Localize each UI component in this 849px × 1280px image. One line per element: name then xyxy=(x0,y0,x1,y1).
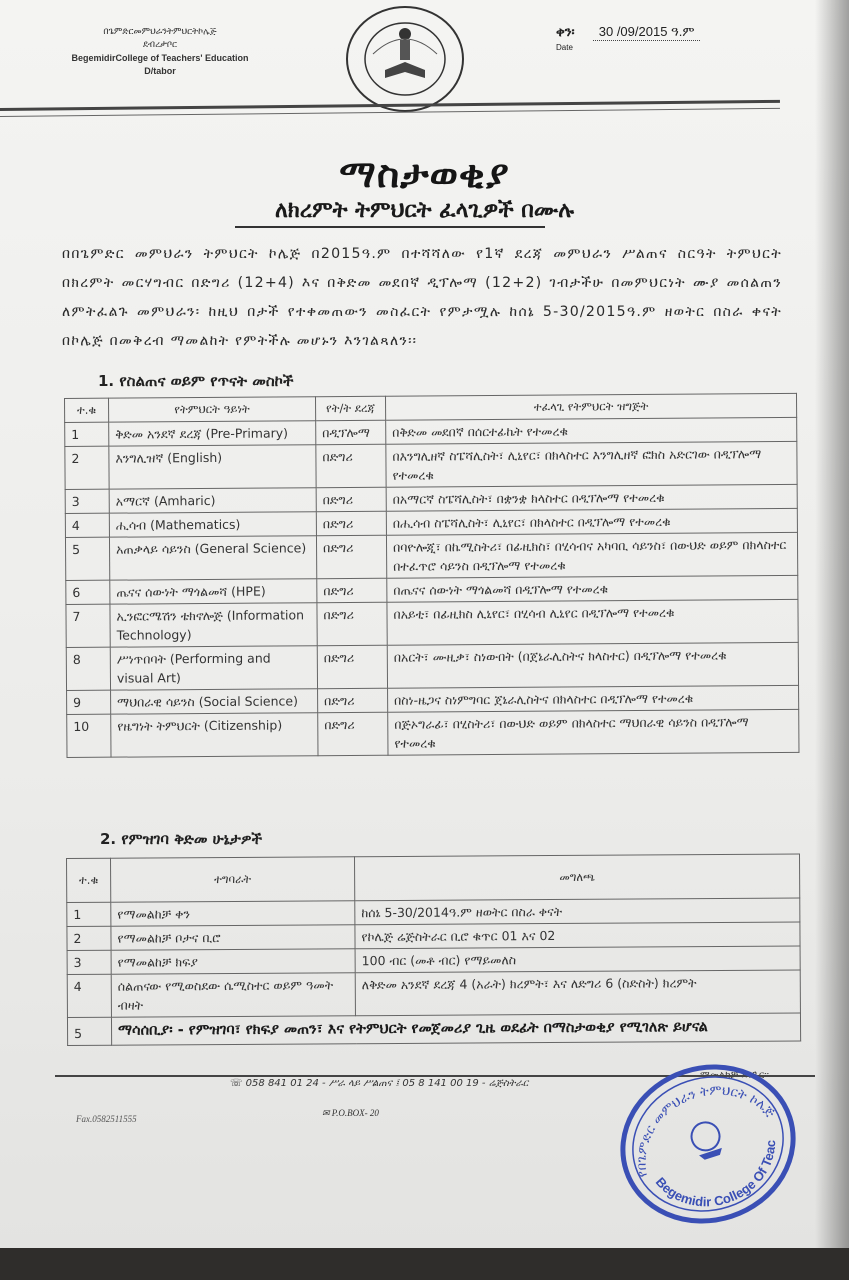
row-task: የማመልከቻ ቀን xyxy=(111,901,355,926)
row-number: 1 xyxy=(67,902,111,926)
college-city-english: D/tabor xyxy=(144,66,176,76)
footer-registrar-note: ማመልከቻ እንጉር፡፡ xyxy=(700,1070,770,1081)
row-description: 100 ብር (መቶ ብር) የማይመለስ xyxy=(355,946,800,973)
col-header-subject: የትምህርት ዓይነት xyxy=(109,397,316,422)
row-task: ሰልጠናው የሚወስደው ሴሚስተር ወይም ዓመት ብዛት xyxy=(111,973,355,1017)
table-row xyxy=(65,441,797,489)
row-requirement: በእንግሊዘኛ ስፔሻሊስት፣ ሊኒየር፣ በክላስተር እንግሊዘኛ ፎክስ አድርገው በዲፕሎማ የተመረቁ xyxy=(386,441,797,487)
row-requirement: በአርት፣ ሙዚቃ፣ ስነውበት (በጀኔራሊስትና ክላስተር) በዲፕሎማ የተመረቁ xyxy=(387,642,798,688)
row-requirement: በቅድመ መደበኛ በሰርተፊኬት የተመረቁ xyxy=(386,417,797,444)
row-subject: ጤናና ሰውነት ማጎልመሻ (HPE) xyxy=(110,579,317,604)
college-name-amharic: በጌምድርመምህራንትምህርትኮሌጅ xyxy=(103,27,217,37)
row-number: 5 xyxy=(65,537,109,580)
row-subject: የዜግነት ትምህርት (Citizenship) xyxy=(111,713,318,757)
row-requirement: በጤናና ሰውነት ማጎልመሻ በዲፕሎማ የተመረቁ xyxy=(387,575,798,602)
col-header-no: ተ.ቁ xyxy=(67,858,111,902)
section1-heading: 1. የስልጠና ወይም የጥናት መስኮች xyxy=(98,372,294,390)
date-sub-label: Date xyxy=(556,43,573,52)
stamp-text-english: Begemidir College Of Teacher xyxy=(652,1139,779,1210)
row-level: በድግሪ xyxy=(316,487,386,511)
footer-fax: Fax.0582511555 xyxy=(76,1114,137,1124)
row-number: 6 xyxy=(66,580,110,604)
table-row xyxy=(66,599,798,647)
table-row xyxy=(65,532,797,580)
page-subtitle: ለክረምት ትምህርት ፈላጊዎች በሙሉ xyxy=(275,198,574,223)
row-number: 7 xyxy=(66,604,110,647)
row-subject: ማህበራዊ ሳይንስ (Social Science) xyxy=(111,689,318,714)
note-no: 5 xyxy=(67,1017,111,1045)
col-header-no: ተ.ቁ xyxy=(65,398,109,422)
row-number: 1 xyxy=(65,422,109,446)
row-requirement: በባዮሎጂ፣ በኬሚስትሪ፣ በፊዚክስ፣ በሂሳብና አካባቢ ሳይንስ፣ በውህድ ወይም በክላስተር በተፈጥሮ ሳይንስ በዲፕሎማ የተመረቁ xyxy=(386,532,797,578)
row-subject: አጠቃላይ ሳይንስ (General Science) xyxy=(109,536,316,580)
stamp-text-amharic: የበጌምድር መምህራን ትምህርት ኮሌጅ xyxy=(634,1083,778,1179)
col-header-description: መግለጫ xyxy=(354,854,799,901)
row-requirement: በሒሳብ ስፔሻሊስት፣ ሊኒየር፣ በክላስተር በዲፕሎማ የተመረቁ xyxy=(386,508,797,535)
date-label: ቀን፡ xyxy=(556,25,575,40)
table-header-row xyxy=(67,854,800,902)
row-requirement: በአማርኛ ስፔሻሊስት፣ በቋንቋ ክላስተር በዲፕሎማ የተመረቁ xyxy=(386,484,797,511)
row-subject: እንግሊዝኛ (English) xyxy=(109,445,316,489)
fields-table xyxy=(64,393,799,758)
row-number: 4 xyxy=(65,513,109,537)
row-subject: ኢንፎርሜሽን ቴክኖሎጅ (Information Technology) xyxy=(110,603,317,647)
background-surface xyxy=(0,1248,849,1280)
intro-paragraph: በበጌምድር መምህራን ትምህርት ኮሌጅ በ2015ዓ.ም በተሻሻለው የ1ኛ ደረጃ መምህራን ሥልጠና ስርዓት ትምህርት በክረምት መርሃግብር በድግሪ (12+4) እና በቅድመ መደበኛ ዲፕሎማ (12+2) ገብታችሁ በመምህርነት ሙያ መሰልጠን ለምትፈልጉ መምህራን፡ ከዚህ በታች የተቀመጠውን መስፈርት የምታሟሉ ከሰኔ 5-30/2015ዓ.ም ዘወትር በስራ ቀናት በኮሌጅ በመቅረብ ማመልከት የምትችሉ መሆኑን እንገልጻለን፡፡ xyxy=(62,246,782,349)
row-requirement: በስነ-ዜጋና ስነምግባር ጀኔራሊስትና በክላስተር በዲፕሎማ የተመረቁ xyxy=(388,685,799,712)
table-row xyxy=(67,970,800,1017)
row-level: በድግሪ xyxy=(317,578,387,602)
subtitle-underline xyxy=(235,226,545,228)
row-number: 2 xyxy=(65,446,109,489)
row-number: 10 xyxy=(67,714,111,757)
row-task: የማመልከቻ ቦታና ቢሮ xyxy=(111,925,355,950)
row-level: በድግሪ xyxy=(316,535,386,578)
row-number: 4 xyxy=(67,974,111,1017)
row-task: የማመልከቻ ክፍያ xyxy=(111,949,355,974)
registration-table xyxy=(66,854,801,1046)
col-header-requirement: ተፈላጊ የትምህርት ዝግጅት xyxy=(385,393,796,420)
row-level: በዲፕሎማ xyxy=(316,420,386,444)
row-description: ከሰኔ 5-30/2014ዓ.ም ዘወትር በስራ ቀናት xyxy=(355,898,800,925)
row-requirement: በአይቲ፣ በፊዚክስ ሊኒየር፣ በሂሳብ ሊኒየር በዲፕሎማ የተመረቁ xyxy=(387,599,798,645)
college-city-amharic: ደብረታቦር xyxy=(143,40,177,50)
row-level: በድግሪ xyxy=(316,444,386,487)
row-subject: ቅድመ አንደኛ ደረጃ (Pre-Primary) xyxy=(109,421,316,446)
row-number: 3 xyxy=(67,950,111,974)
college-logo xyxy=(343,4,467,114)
row-level: በድግሪ xyxy=(317,602,387,645)
row-requirement: በጅኦግራፊ፣ በሂስትሪ፣ በውህድ ወይም በክላስተር ማህበራዊ ሳይንስ በዲፕሎማ የተመረቁ xyxy=(388,709,799,755)
note-text: ማሳሰቢያ፡ - የምዝገባ፣ የክፍያ መጠን፣ እና የትምህርት የመጀመሪያ ጊዜ ወደፊት በማስታወቂያ የሚገለጽ ይሆናል xyxy=(111,1013,800,1045)
date-block xyxy=(556,24,700,52)
table-row xyxy=(67,709,799,757)
row-level: በድግሪ xyxy=(318,688,388,712)
row-description: ለቅድመ አንደኛ ደረጃ 4 (አራት) ክረምት፣ እና ለድግሪ 6 (ስድስት) ክረምት xyxy=(355,970,800,1016)
col-header-level: የት/ት ደረጃ xyxy=(315,396,385,420)
row-subject: አማርኛ (Amharic) xyxy=(109,488,316,513)
row-number: 2 xyxy=(67,926,111,950)
col-header-task: ተግባራት xyxy=(111,857,355,902)
college-header xyxy=(40,26,280,78)
table-row xyxy=(66,642,798,690)
row-level: በድግሪ xyxy=(316,511,386,535)
row-number: 3 xyxy=(65,489,109,513)
footer-pobox: ✉ P.O.BOX- 20 xyxy=(322,1108,379,1118)
section2-heading: 2. የምዝገባ ቅድመ ሁኔታዎች xyxy=(100,830,263,848)
row-subject: ሥነጥበባት (Performing and visual Art) xyxy=(110,646,317,690)
row-number: 9 xyxy=(67,690,111,714)
note-row xyxy=(67,1013,800,1045)
date-value: 30 /09/2015 ዓ.ም xyxy=(593,24,701,41)
row-level: በድግሪ xyxy=(317,645,387,688)
page-title: ማስታወቂያ xyxy=(339,152,510,196)
row-description: የኮሌጅ ሬጅስትራር ቢሮ ቁጥር 01 እና 02 xyxy=(355,922,800,949)
row-level: በድግሪ xyxy=(318,712,388,755)
row-subject: ሒሳብ (Mathematics) xyxy=(109,512,316,537)
footer-phones: ☏ 058 841 01 24 - ሥራ ላይ ሥልጠና ፤ 05 8 141 00 19 - ሬጅስትራር xyxy=(230,1078,529,1089)
college-name-english: BegemidirCollege of Teachers' Education xyxy=(71,53,249,63)
college-stamp xyxy=(612,1060,804,1228)
row-number: 8 xyxy=(66,647,110,690)
